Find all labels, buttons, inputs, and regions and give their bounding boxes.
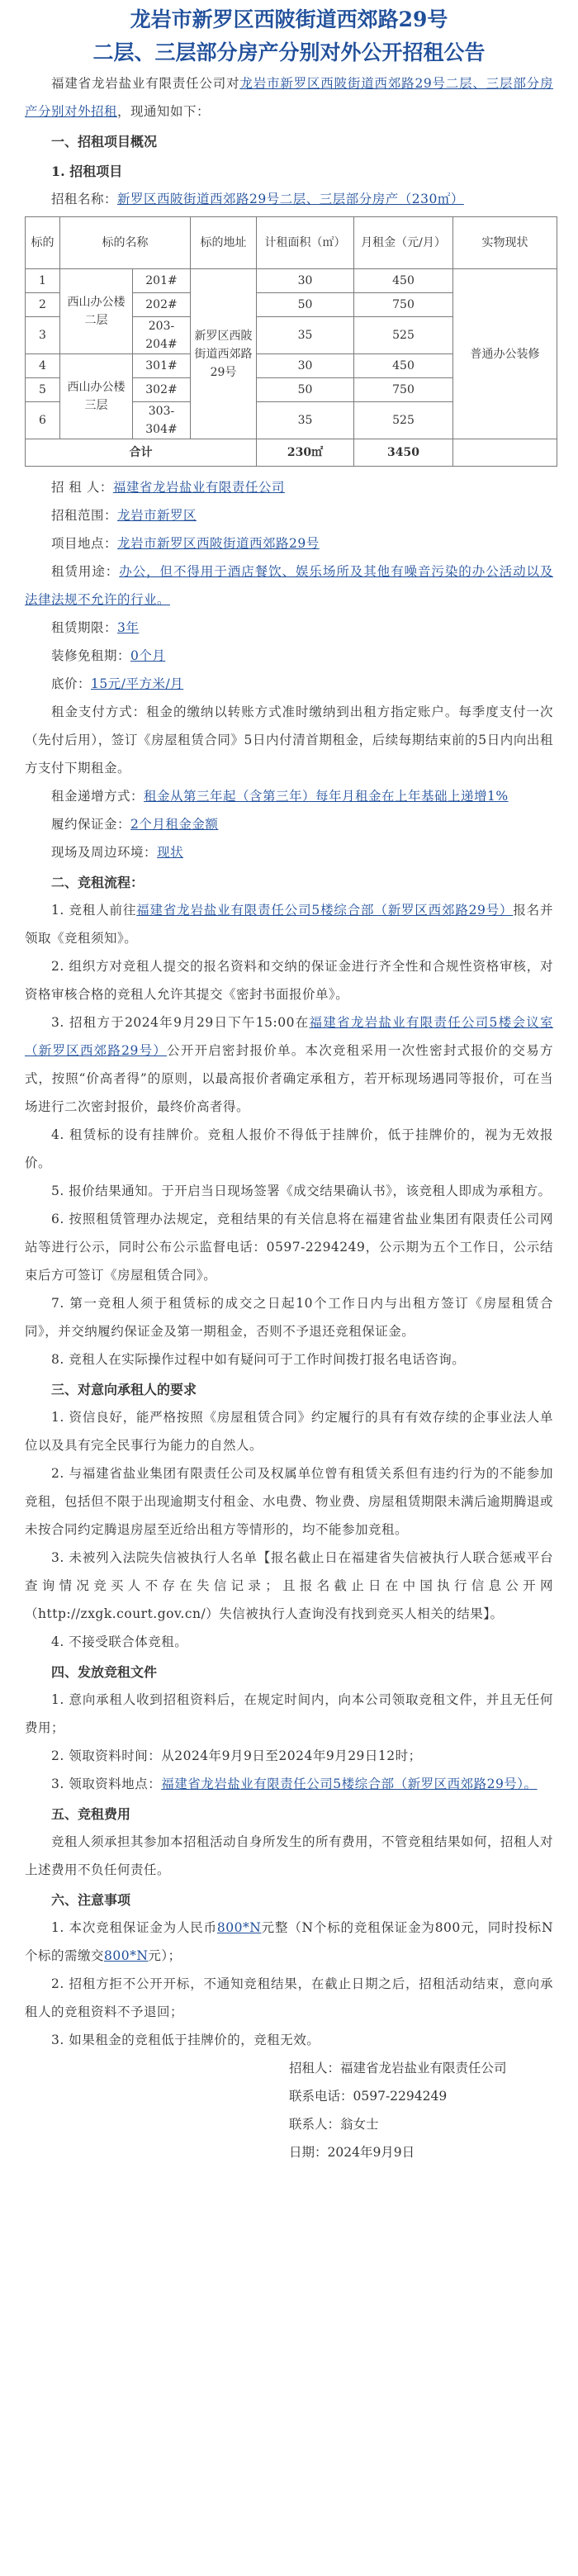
cell-area: 30	[257, 354, 354, 378]
cell-group: 西山办公楼二层	[60, 269, 133, 354]
flow-step-3	[25, 1008, 553, 1121]
requirement-3: 3. 未被列入法院失信被执行人名单【报名截止日在福建省失信被执行人联合惩戒平台查询情况竞买人不存在失信记录；且报名截止日在中国执行信息公开网（http://zxgk.court.gov.cn/）失信被执行人查询没有找到竞买人相关的结果】。	[25, 1550, 553, 1621]
header-address: 标的地址	[191, 217, 257, 269]
lessor-field	[25, 473, 553, 501]
section-5-heading: 五、竞租费用	[51, 1806, 131, 1822]
signature-contact: 联系人：翁女士	[289, 2117, 379, 2132]
note-3: 3. 如果租金的竞租低于挂牌价的，竞租无效。	[51, 2033, 320, 2047]
intro-prefix: 福建省龙岩盐业有限责任公司对	[51, 76, 240, 91]
header-area: 计租面积（㎡）	[257, 217, 354, 269]
flow-1-link: 福建省龙岩盐业有限责任公司5楼综合部（新罗区西郊路29号）	[136, 903, 514, 918]
cell-room: 201#	[133, 269, 191, 293]
increase-field	[25, 782, 553, 810]
section-6-heading: 六、注意事项	[51, 1892, 131, 1908]
cell-rent: 525	[354, 317, 453, 354]
cell-rent: 525	[354, 402, 453, 439]
environment-label: 现场及周边环境：	[51, 845, 158, 860]
cell-group: 西山办公楼三层	[60, 354, 133, 439]
signature-lessor: 招租人：福建省龙岩盐业有限责任公司	[289, 2061, 507, 2076]
header-rent: 月租金（元/月）	[354, 217, 453, 269]
section-1-heading: 一、招租项目概况	[51, 134, 158, 149]
free-period-value: 0个月	[130, 648, 166, 663]
term-label: 租赁期限：	[51, 620, 118, 635]
intro-paragraph	[25, 69, 553, 126]
header-name: 标的名称	[60, 217, 191, 269]
cell-room: 203-204#	[133, 317, 191, 354]
note-2: 2. 招租方拒不公开开标，不通知竞租结果，在截止日期之后，招租活动结束，意向承租人的竞租资料不予退回；	[25, 1976, 553, 2019]
cell-room: 301#	[133, 354, 191, 378]
term-value: 3年	[117, 620, 140, 635]
payment-field	[25, 698, 553, 782]
flow-step-4: 4. 租赁标的设有挂牌价。竞租人报价不得低于挂牌价，低于挂牌价的，视为无效报价。	[25, 1127, 553, 1170]
flow-3-b: 公开开启密封报价单。本次竞租采用一次性密封式报价的交易方式，按照“价高者得”的原则，以最高报价者确定承租方，若开标现场遇同等报价，可在当场进行二次密封报价，最终价高者得。	[25, 1043, 553, 1114]
docs-item-3	[25, 1770, 553, 1798]
table-total-row	[26, 439, 557, 467]
cell-rent: 450	[354, 354, 453, 378]
cell-address: 新罗区西陂街道西郊路29号	[191, 269, 257, 439]
note-1-amount: 800*N	[216, 1920, 262, 1935]
total-empty	[453, 439, 557, 467]
fee-paragraph: 竞租人须承担其参加本招租活动自身所发生的所有费用，不管竞租结果如何，招租人对上述费用不负任何责任。	[25, 1834, 554, 1877]
total-rent: 3450	[354, 439, 453, 467]
payment-value: 租金支付方式：租金的缴纳以转账方式准时缴纳到出租方指定账户。每季度支付一次（先付后用），签订《房屋租赁合同》5日内付清首期租金，后续每期结束前的5日内向出租方支付下期租金。	[25, 704, 553, 776]
note-1	[25, 1914, 553, 1970]
rental-table	[25, 216, 557, 467]
subsection-1-heading: 1. 招租项目	[51, 164, 123, 179]
header-no: 标的	[26, 217, 60, 269]
flow-3-link: 福建省龙岩盐业有限责任公司5楼会议室（新罗区西郊路29号）	[25, 1015, 553, 1058]
signature-date: 日期：2024年9月9日	[289, 2145, 415, 2160]
environment-field	[25, 838, 553, 866]
cell-area: 30	[257, 269, 354, 293]
note-1-c: 元）；	[148, 1948, 182, 1963]
docs-3-a: 3. 领取资料地点：	[51, 1777, 162, 1791]
cell-no: 6	[26, 402, 60, 439]
requirement-2: 2. 与福建省盐业集团有限责任公司及权属单位曾有租赁关系但有违约行为的不能参加竞租，包括但不限于出现逾期支付租金、水电费、物业费、房屋租赁期限未满后逾期腾退或未按合同约定腾退房屋至近给出租方等情形的，均不能参加竞租。	[25, 1466, 554, 1537]
cell-no: 5	[26, 378, 60, 402]
table-header-row	[26, 217, 557, 269]
signature-phone: 联系电话：0597-2294249	[289, 2089, 448, 2104]
price-value: 15元/平方米/月	[91, 676, 184, 691]
cell-room: 302#	[133, 378, 191, 402]
cell-no: 3	[26, 317, 60, 354]
total-area: 230㎡	[257, 439, 354, 467]
flow-step-8: 8. 竞租人在实际操作过程中如有疑问可于工作时间拨打报名电话咨询。	[51, 1352, 466, 1367]
docs-item-1: 1. 意向承租人收到招租资料后，在规定时间内，向本公司领取竞租文件，并且无任何费用；	[25, 1692, 553, 1735]
docs-item-2: 2. 领取资料时间：从2024年9月9日至2024年9月29日12时；	[51, 1748, 422, 1763]
cell-status: 普通办公装修	[453, 269, 557, 439]
project-name-value: 新罗区西陂街道西郊路29号二层、三层部分房产（230㎡）	[117, 192, 464, 206]
cell-room: 202#	[133, 293, 191, 317]
flow-3-a: 3. 招租方于2024年9月29日下午15:00在	[51, 1015, 310, 1030]
cell-area: 50	[257, 293, 354, 317]
note-1-a: 1. 本次竞租保证金为人民币	[51, 1920, 217, 1935]
notice-title-line2: 二层、三层部分房产分别对外公开招租公告	[92, 40, 486, 64]
free-period-field	[25, 642, 553, 670]
deposit-value: 2个月租金金额	[130, 817, 219, 832]
header-status: 实物现状	[453, 217, 557, 269]
cell-rent: 750	[354, 293, 453, 317]
table-row	[26, 269, 557, 293]
term-field	[25, 614, 553, 642]
lessor-label: 招 租 人：	[51, 480, 113, 495]
use-label: 租赁用途：	[51, 564, 120, 579]
scope-value: 龙岩市新罗区	[117, 508, 197, 523]
cell-rent: 750	[354, 378, 453, 402]
scope-field	[25, 501, 553, 529]
notice-title-line1: 龙岩市新罗区西陂街道西郊路29号	[130, 7, 448, 31]
requirement-4: 4. 不接受联合体竞租。	[51, 1634, 188, 1649]
deposit-field	[25, 810, 553, 838]
flow-1-a: 1. 竞租人前往	[51, 903, 137, 918]
location-label: 项目地点：	[51, 536, 118, 551]
flow-step-5: 5. 报价结果通知。于开启当日现场签署《成交结果确认书》，该竞租人即成为承租方。	[51, 1184, 552, 1198]
cell-room: 303-304#	[133, 402, 191, 439]
price-label: 底价：	[51, 676, 92, 691]
increase-label: 租金递增方式：	[51, 789, 144, 804]
increase-value: 租金从第三年起（含第三年）每年月租金在上年基础上递增1%	[144, 789, 509, 804]
flow-step-7: 7. 第一竞租人须于租赁标的成交之日起10个工作日内与出租方签订《房屋租赁合同》，并交纳履约保证金及第一期租金，否则不予退还竞租保证金。	[25, 1296, 553, 1339]
cell-no: 4	[26, 354, 60, 378]
deposit-label: 履约保证金：	[51, 817, 131, 832]
lessor-value: 福建省龙岩盐业有限责任公司	[112, 480, 285, 495]
environment-value: 现状	[157, 845, 184, 860]
cell-no: 2	[26, 293, 60, 317]
flow-step-2: 2. 组织方对竞租人提交的报名资料和交纳的保证金进行齐全性和合规性资格审核，对资格审核合格的竞租人允许其提交《密封书面报价单》。	[25, 959, 553, 1002]
cell-area: 35	[257, 402, 354, 439]
docs-3-link: 福建省龙岩盐业有限责任公司5楼综合部（新罗区西郊路29号）。	[161, 1777, 538, 1791]
total-label: 合计	[26, 439, 257, 467]
section-3-heading: 三、对意向承租人的要求	[51, 1382, 197, 1397]
intro-suffix: ，现通知如下：	[117, 104, 211, 119]
scope-label: 招租范围：	[51, 508, 118, 523]
cell-no: 1	[26, 269, 60, 293]
note-1-b: 元整（N个标的竞租保证金为800元，同时投标N个标的需缴交	[25, 1920, 554, 1963]
note-1-amount-2: 800*N	[104, 1948, 149, 1963]
cell-rent: 450	[354, 269, 453, 293]
use-value: 办公，但不得用于酒店餐饮、娱乐场所及其他有噪音污染的办公活动以及法律法规不允许的行业。	[25, 564, 553, 607]
intro-project-link: 龙岩市新罗区西陂街道西郊路29号二层、三层部分房产分别对外招租	[25, 76, 553, 119]
location-field	[25, 529, 553, 557]
cell-area: 35	[257, 317, 354, 354]
flow-1-b: 报名并领取《竞租须知》。	[25, 903, 553, 946]
section-4-heading: 四、发放竞租文件	[51, 1664, 158, 1680]
location-value: 龙岩市新罗区西陂街道西郊路29号	[117, 536, 320, 551]
use-field	[25, 557, 553, 614]
cell-area: 50	[257, 378, 354, 402]
section-2-heading: 二、竞租流程：	[51, 875, 144, 890]
requirement-1: 1. 资信良好，能严格按照《房屋租赁合同》约定履行的具有有效存续的企事业法人单位以及具有完全民事行为能力的自然人。	[25, 1410, 553, 1453]
flow-step-6: 6. 按照租赁管理办法规定，竞租结果的有关信息将在福建省盐业集团有限责任公司网站等进行公示，同时公布公示监督电话：0597-2294249，公示期为五个工作日，公示结束后方可签订《房屋租赁合同》。	[25, 1212, 553, 1283]
project-name-label: 招租名称：	[51, 192, 118, 206]
price-field	[25, 670, 553, 698]
free-period-label: 装修免租期：	[51, 648, 131, 663]
project-name	[25, 185, 553, 213]
flow-step-1	[25, 896, 553, 952]
